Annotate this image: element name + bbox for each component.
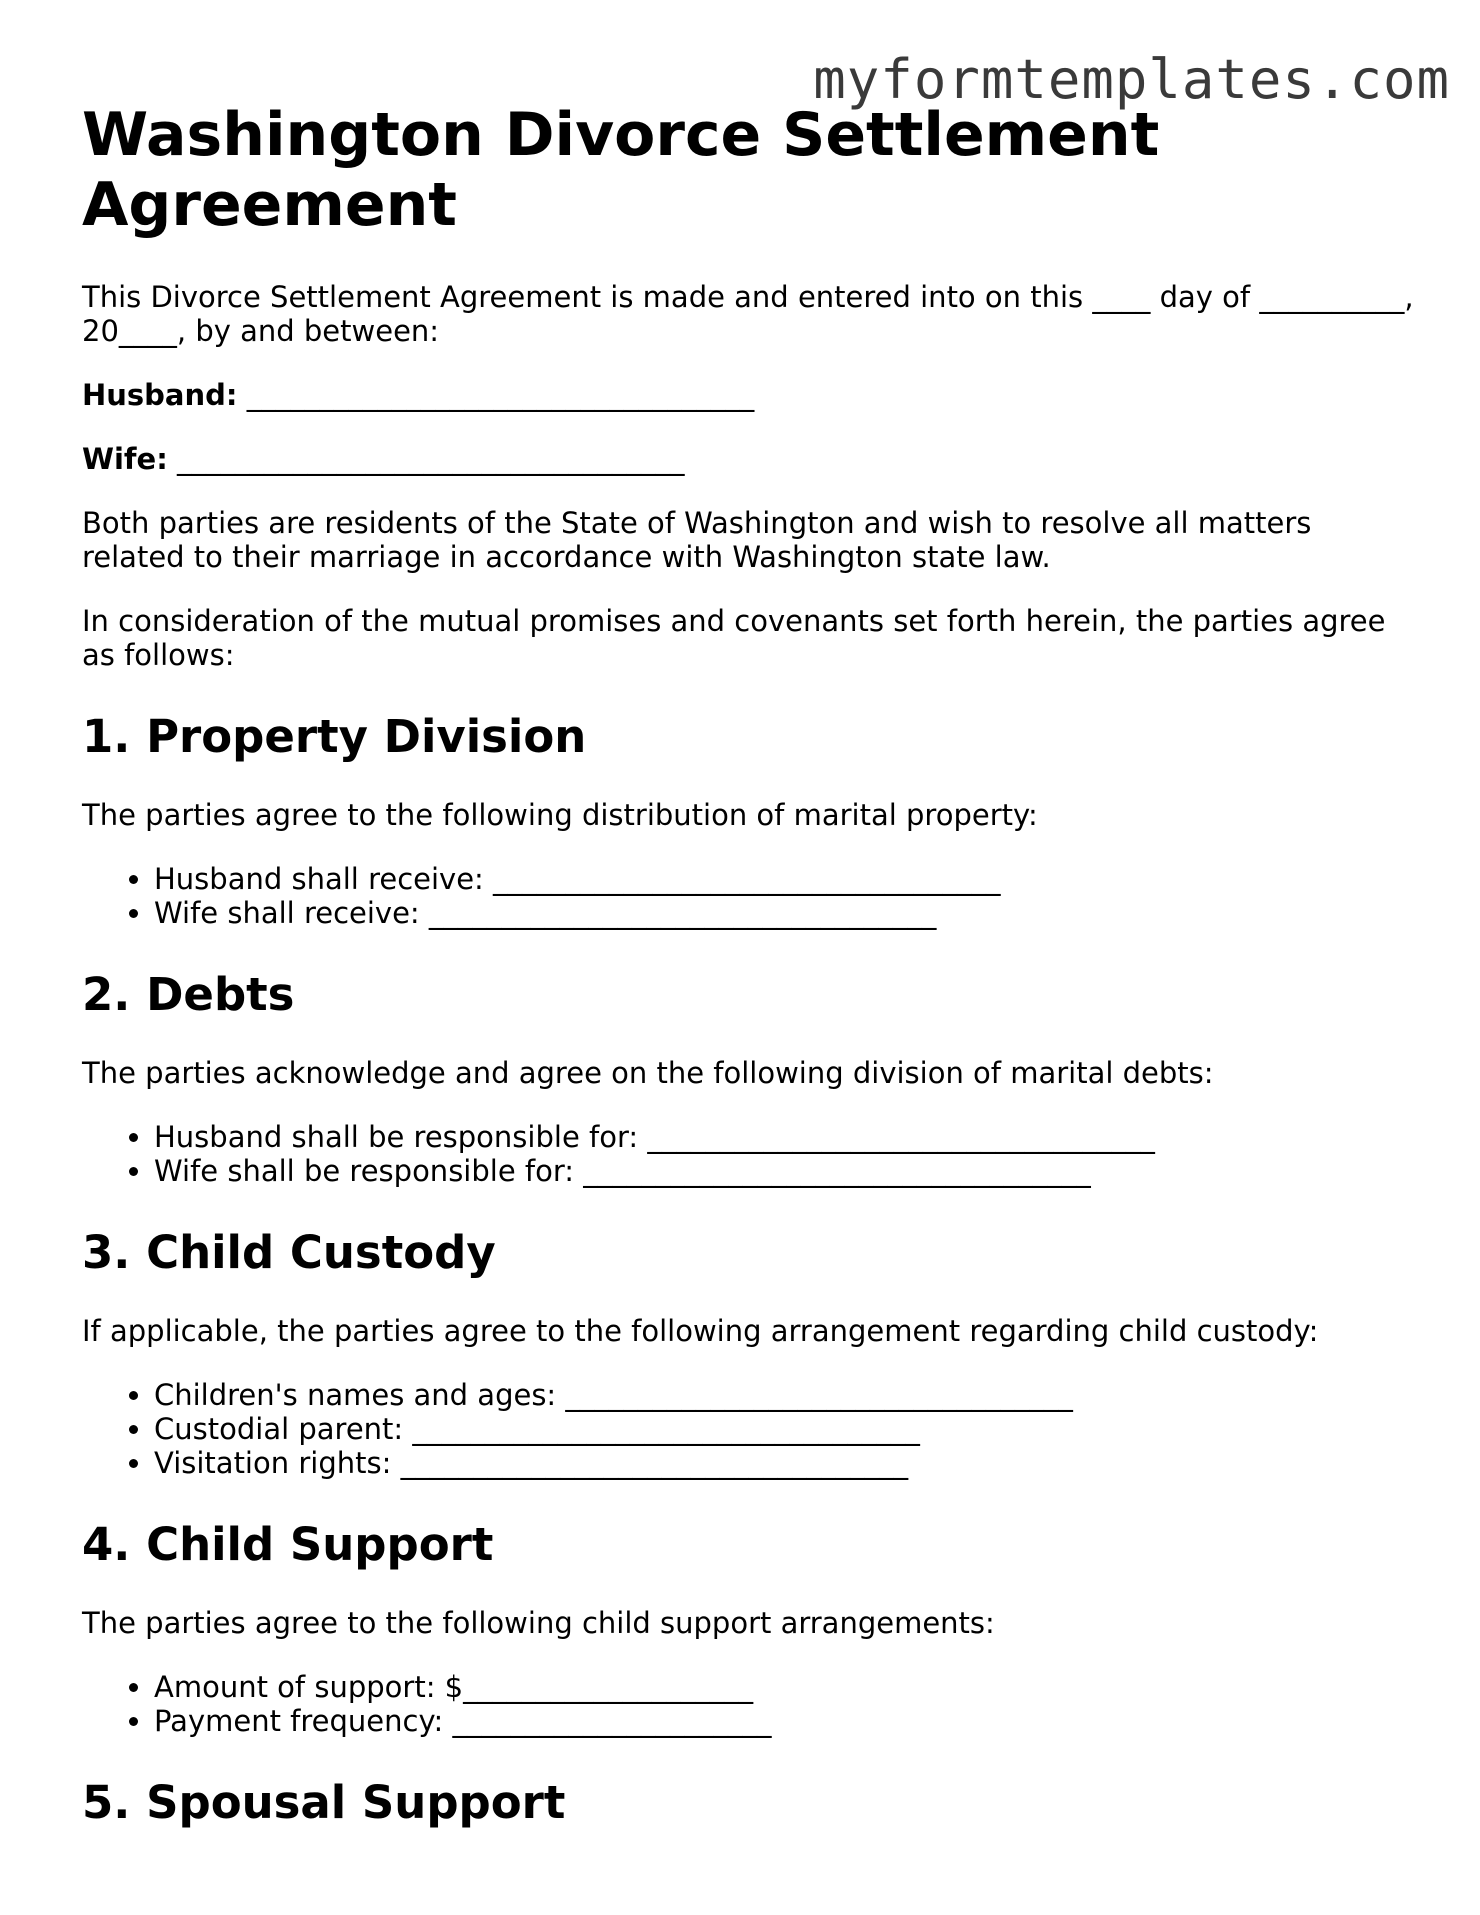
list-item: • Husband shall receive: ___________________________________ [154,862,1422,896]
section-heading-child-support: 4. Child Support [82,1518,494,1571]
watermark: myformtemplates.com [813,48,1450,111]
section-heading-spousal-support: 5. Spousal Support [82,1776,566,1829]
list-item: • Visitation rights: ___________________________________ [154,1446,1422,1480]
list-item: • Husband shall be responsible for: ___________________________________ [154,1120,1422,1154]
section-heading-custody: 3. Child Custody [82,1226,496,1279]
residency-paragraph: Both parties are residents of the State of Washington and wish to resolve all matters related to their marriage in accordance with Washington state law. [82,506,1312,574]
list-item: • Wife shall be responsible for: ___________________________________ [154,1154,1422,1188]
custody-intro: If applicable, the parties agree to the following arrangement regarding child custody: [82,1314,1319,1348]
list-item: • Amount of support: $____________________ [154,1670,1422,1704]
list-item: • Children's names and ages: ___________________________________ [154,1378,1422,1412]
section-heading-property: 1. Property Division [82,710,587,763]
intro-paragraph: This Divorce Settlement Agreement is made and entered into on this ____ day of __________, 20____, by and between: [82,280,1414,348]
list-item: • Wife shall receive: ___________________________________ [154,896,1422,930]
list-item: • Custodial parent: ___________________________________ [154,1412,1422,1446]
husband-field [82,378,1422,412]
child-support-intro: The parties agree to the following child support arrangements: [82,1606,995,1640]
section-heading-debts: 2. Debts [82,968,295,1021]
property-list [82,862,1422,930]
wife-blank: ___________________________________ [177,442,685,476]
document-title: Washington Divorce Settlement Agreement [82,100,1160,240]
document-page [82,100,1422,1864]
husband-label: Husband: [82,378,238,412]
husband-blank: ___________________________________ [246,378,755,412]
property-intro: The parties agree to the following distribution of marital property: [82,798,1038,832]
child-support-list [82,1670,1422,1738]
wife-label: Wife: [82,442,168,476]
custody-list [82,1378,1422,1480]
debts-list [82,1120,1422,1188]
wife-field [82,442,1422,476]
list-item: • Payment frequency: ______________________ [154,1704,1422,1738]
debts-intro: The parties acknowledge and agree on the following division of marital debts: [82,1056,1214,1090]
consideration-paragraph: In consideration of the mutual promises and covenants set forth herein, the parties agree as follows: [82,604,1386,672]
